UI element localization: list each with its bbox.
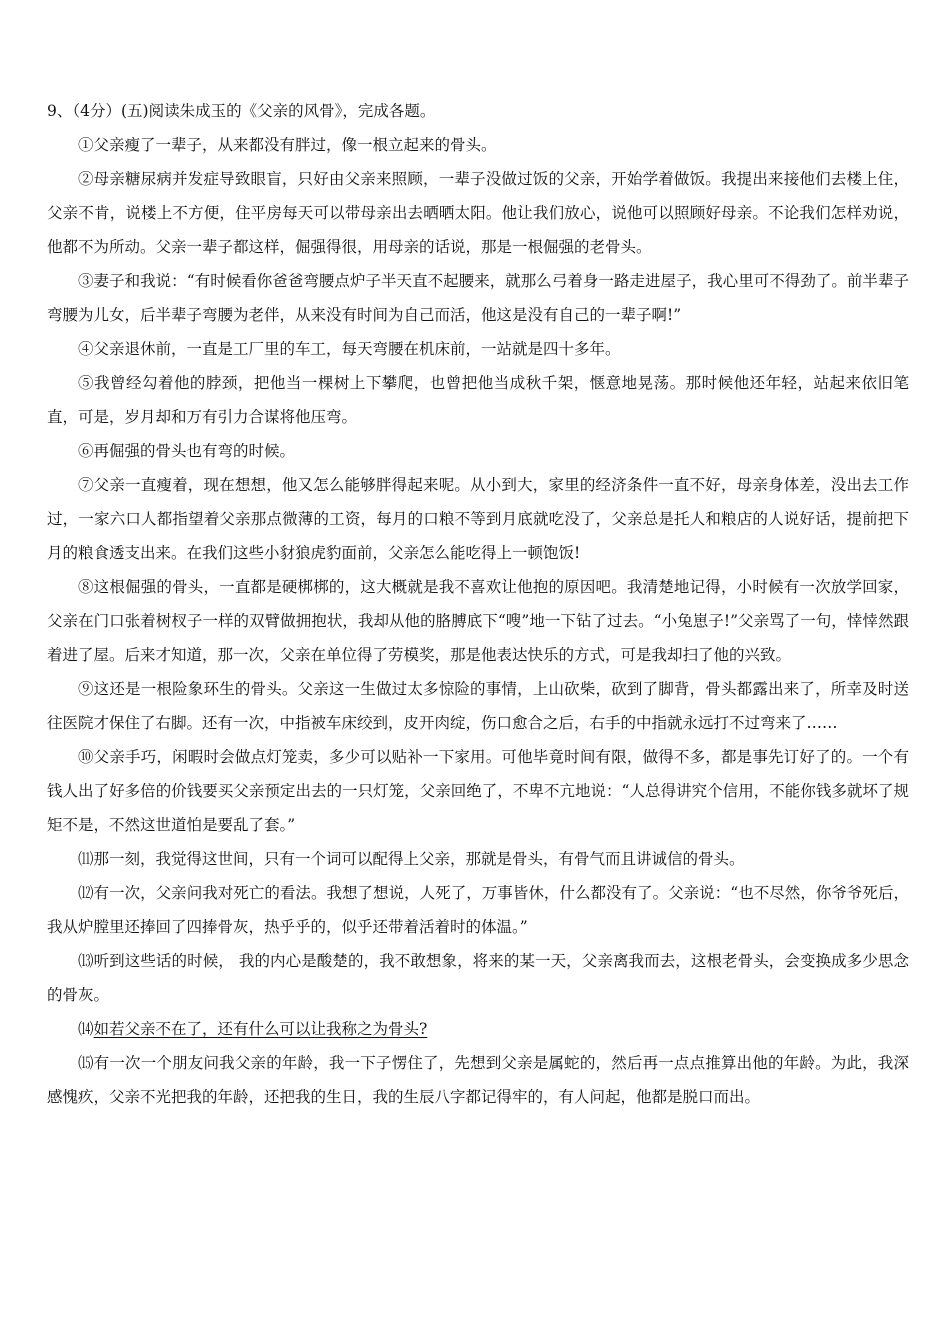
- question-header: [47, 94, 909, 128]
- paragraph-2: ②母亲糖尿病并发症导致眼盲，只好由父亲来照顾，一辈子没做过饭的父亲，开始学着做饭。我提出来接他们去楼上住，父亲不肯，说楼上不方便，住平房每天可以带母亲出去晒晒太阳。他让我们放心，说他可以照顾好母亲。不论我们怎样劝说，他都不为所动。父亲一辈子都这样，倔强得很，用母亲的话说，那是一根倔强的老骨头。: [47, 170, 909, 256]
- paragraph-13: ⒀听到这些话的时候， 我的内心是酸楚的，我不敢想象，将来的某一天，父亲离我而去，这根老骨头，会变换成多少思念的骨灰。: [47, 952, 909, 1004]
- paragraph-14: [47, 1012, 909, 1046]
- paragraph-1: ①父亲瘦了一辈子，从来都没有胖过，像一根立起来的骨头。: [78, 136, 497, 154]
- question-score: （4分）: [72, 102, 121, 120]
- paragraph-8: ⑧这根倔强的骨头，一直都是硬梆梆的，这大概就是我不喜欢让他抱的原因吧。我清楚地记得，小时候有一次放学回家，父亲在门口张着树杈子一样的双臂做拥抱状，我却从他的胳膊底下“嗖”地一下钻了过去。“小兔崽子!”父亲骂了一句，悻悻然跟着进了屋。后来才知道，那一次，父亲在单位得了劳模奖，那是他表达快乐的方式，可是我却扫了他的兴致。: [47, 578, 909, 664]
- document-page: [47, 94, 909, 1114]
- paragraph-10: ⑩父亲手巧，闲暇时会做点灯笼卖，多少可以贴补一下家用。可他毕竟时间有限，做得不多，都是事先订好了的。一个有钱人出了好多倍的价钱要买父亲预定出去的一只灯笼，父亲回绝了，不卑不亢地说：“人总得讲究个信用，不能你钱多就坏了规矩不是，不然这世道怕是要乱了套。”: [47, 748, 909, 834]
- paragraph-11: ⑾那一刻，我觉得这世间，只有一个词可以配得上父亲，那就是骨头，有骨气而且讲诚信的骨头。: [78, 850, 745, 868]
- paragraph-3: ③妻子和我说：“有时候看你爸爸弯腰点炉子半天直不起腰来，就那么弓着身一路走进屋子，我心里可不得劲了。前半辈子弯腰为儿女，后半辈子弯腰为老伴，从来没有时间为自己而活，他这是没有自己的一辈子啊!”: [47, 272, 909, 324]
- paragraph-5: ⑤我曾经勾着他的脖颈，把他当一棵树上下攀爬，也曾把他当成秋千架，惬意地晃荡。那时候他还年轻，站起来依旧笔直，可是，岁月却和万有引力合谋将他压弯。: [47, 374, 909, 426]
- paragraph-6: ⑥再倔强的骨头也有弯的时候。: [78, 442, 296, 460]
- paragraph-12: ⑿有一次，父亲问我对死亡的看法。我想了想说，人死了，万事皆休，什么都没有了。父亲说：“也不尽然，你爷爷死后，我从炉膛里还捧回了四捧骨灰，热乎乎的，似乎还带着活着时的体温。”: [47, 884, 909, 936]
- paragraph-4: ④父亲退休前，一直是工厂里的车工，每天弯腰在机床前，一站就是四十多年。: [78, 340, 621, 358]
- paragraph-7: ⑦父亲一直瘦着，现在想想，他又怎么能够胖得起来呢。从小到大，家里的经济条件一直不好，母亲身体差，没出去工作过，一家六口人都指望着父亲那点微薄的工资，每月的口粮不等到月底就吃没了，父亲总是托人和粮店的人说好话，提前把下月的粮食透支出来。在我们这些小豺狼虎豹面前，父亲怎么能吃得上一顿饱饭!: [47, 476, 909, 562]
- paragraph-14-label: ⒁: [78, 1020, 94, 1038]
- question-prompt: (五)阅读朱成玉的《父亲的风骨》，完成各题。: [121, 102, 436, 120]
- paragraph-9: ⑨这还是一根险象环生的骨头。父亲这一生做过太多惊险的事情，上山砍柴，砍到了脚背，骨头都露出来了，所幸及时送往医院才保住了右脚。还有一次，中指被车床绞到，皮开肉绽，伤口愈合之后，右手的中指就永远打不过弯来了……: [47, 680, 909, 732]
- question-number: 9、: [47, 102, 73, 120]
- paragraph-15: ⒂有一次一个朋友问我父亲的年龄，我一下子愣住了，先想到父亲是属蛇的，然后再一点点推算出他的年龄。为此，我深感愧疚，父亲不光把我的年龄，还把我的生日，我的生辰八字都记得牢的，有人问起，他都是脱口而出。: [47, 1054, 909, 1106]
- underlined-sentence: 如若父亲不在了，还有什么可以让我称之为骨头?: [93, 1020, 428, 1038]
